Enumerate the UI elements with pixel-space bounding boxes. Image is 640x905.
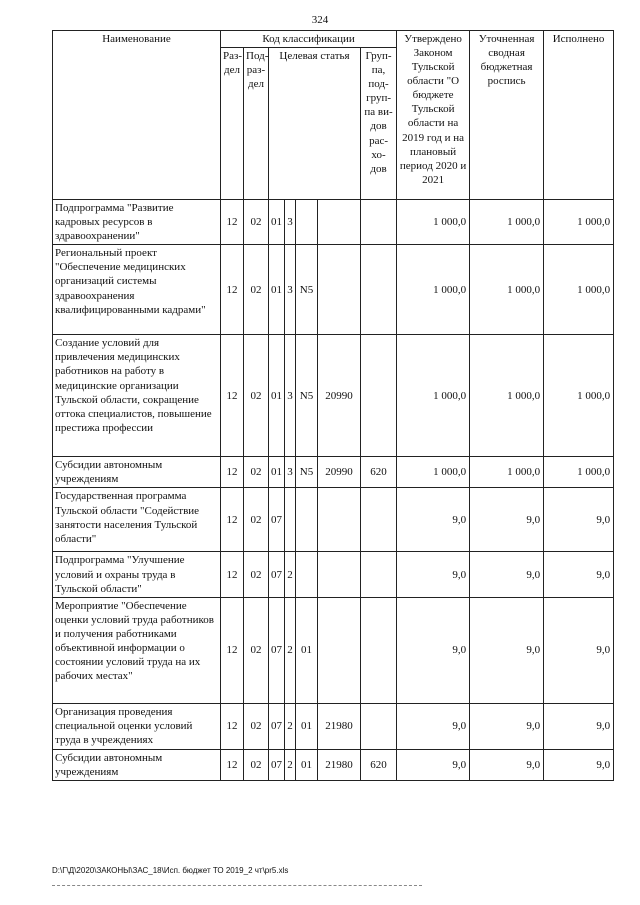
row-target-program: 07 [269,703,285,749]
row-target-direction: 21980 [318,749,361,780]
row-executed: 9,0 [544,703,614,749]
row-approved: 1 000,0 [397,335,470,457]
row-target-event [296,488,318,552]
footer-divider [52,885,422,886]
row-group [361,597,397,703]
row-executed: 9,0 [544,552,614,597]
row-podrazdel: 02 [244,488,269,552]
row-target-event: N5 [296,245,318,335]
row-target-subprogram: 2 [285,703,296,749]
row-razdel: 12 [221,552,244,597]
row-target-program: 07 [269,488,285,552]
row-name: Государственная программа Тульской области "Содействие занятости населения Тульской области" [53,488,221,552]
row-podrazdel: 02 [244,457,269,488]
row-group [361,703,397,749]
row-target-subprogram: 2 [285,552,296,597]
row-executed: 9,0 [544,488,614,552]
row-target-event: 01 [296,597,318,703]
header-podrazdel: Под- раз- дел [244,48,269,200]
row-refined: 9,0 [470,488,544,552]
row-target-program: 01 [269,457,285,488]
row-name: Субсидии автономным учреждениям [53,457,221,488]
row-executed: 9,0 [544,749,614,780]
row-approved: 9,0 [397,749,470,780]
row-target-direction [318,552,361,597]
row-name: Региональный проект "Обеспечение медицинских организаций системы здравоохранения квалифицированными кадрами" [53,245,221,335]
row-refined: 1 000,0 [470,245,544,335]
row-target-subprogram: 3 [285,245,296,335]
row-target-direction: 21980 [318,703,361,749]
row-target-program: 01 [269,245,285,335]
row-executed: 1 000,0 [544,335,614,457]
table-row [53,597,614,703]
row-razdel: 12 [221,335,244,457]
row-target-event [296,200,318,245]
row-podrazdel: 02 [244,749,269,780]
row-executed: 1 000,0 [544,200,614,245]
footer-file-path: D:\Г\Д\2020\ЗАКОНЫ\ЗАС_18\Исп. бюджет ТО 2019_2 чт\pr5.xls [52,866,289,875]
table-row [53,245,614,335]
row-refined: 9,0 [470,552,544,597]
row-name: Создание условий для привлечения медицинских работников на работу в медицинские организации Тульской области, сокращение оттока специалистов, повышение престижа профессии [53,335,221,457]
row-executed: 9,0 [544,597,614,703]
row-podrazdel: 02 [244,552,269,597]
header-code-group: Код классификации [221,31,397,48]
row-group [361,245,397,335]
row-target-program: 01 [269,200,285,245]
row-podrazdel: 02 [244,245,269,335]
row-target-event: N5 [296,457,318,488]
row-refined: 1 000,0 [470,335,544,457]
row-target-subprogram: 2 [285,749,296,780]
row-target-program: 07 [269,597,285,703]
row-target-direction [318,597,361,703]
row-refined: 1 000,0 [470,200,544,245]
row-razdel: 12 [221,488,244,552]
row-razdel: 12 [221,245,244,335]
row-podrazdel: 02 [244,335,269,457]
row-target-direction: 20990 [318,335,361,457]
table-row [53,335,614,457]
header-target: Целевая статья [269,48,361,200]
row-target-event [296,552,318,597]
row-refined: 9,0 [470,703,544,749]
budget-table [52,30,614,781]
row-name: Организация проведения специальной оценки условий труда в учреждениях [53,703,221,749]
row-razdel: 12 [221,457,244,488]
row-group [361,552,397,597]
row-approved: 9,0 [397,488,470,552]
header-razdel: Раз- дел [221,48,244,200]
header-executed: Исполнено [544,31,614,200]
row-target-program: 01 [269,335,285,457]
header-refined: Уточненная сводная бюджетная роспись [470,31,544,200]
row-target-direction [318,200,361,245]
row-refined: 1 000,0 [470,457,544,488]
row-podrazdel: 02 [244,597,269,703]
row-name: Субсидии автономным учреждениям [53,749,221,780]
row-target-direction: 20990 [318,457,361,488]
row-razdel: 12 [221,597,244,703]
row-group [361,488,397,552]
row-razdel: 12 [221,703,244,749]
row-target-subprogram: 3 [285,457,296,488]
row-approved: 1 000,0 [397,200,470,245]
table-row [53,552,614,597]
row-target-direction [318,245,361,335]
row-approved: 1 000,0 [397,457,470,488]
row-name: Подпрограмма "Улучшение условий и охраны труда в Тульской области" [53,552,221,597]
table-row [53,200,614,245]
row-name: Подпрограмма "Развитие кадровых ресурсов в здравоохранении" [53,200,221,245]
page-number: 324 [311,14,329,26]
row-refined: 9,0 [470,749,544,780]
row-target-event: N5 [296,335,318,457]
row-group: 620 [361,749,397,780]
row-approved: 1 000,0 [397,245,470,335]
row-approved: 9,0 [397,703,470,749]
row-razdel: 12 [221,749,244,780]
header-name: Наименование [53,31,221,200]
row-target-subprogram [285,488,296,552]
table-row [53,457,614,488]
row-target-program: 07 [269,749,285,780]
row-approved: 9,0 [397,597,470,703]
row-target-event: 01 [296,749,318,780]
row-target-subprogram: 3 [285,200,296,245]
row-target-event: 01 [296,703,318,749]
row-name: Мероприятие "Обеспечение оценки условий труда работников и получения работниками объективной информации о состоянии условий труда на их рабочих местах" [53,597,221,703]
row-executed: 1 000,0 [544,457,614,488]
header-approved: Утверждено Законом Тульской области "О бюджете Тульской области на 2019 год и на плановый период 2020 и 2021 [397,31,470,200]
table-row [53,703,614,749]
table-row [53,749,614,780]
row-target-direction [318,488,361,552]
row-refined: 9,0 [470,597,544,703]
row-razdel: 12 [221,200,244,245]
row-target-program: 07 [269,552,285,597]
row-executed: 1 000,0 [544,245,614,335]
header-group: Груп- па, под- груп- па ви- дов рас- хо- дов [361,48,397,200]
row-group [361,335,397,457]
table-row [53,488,614,552]
row-group: 620 [361,457,397,488]
row-group [361,200,397,245]
row-approved: 9,0 [397,552,470,597]
row-podrazdel: 02 [244,200,269,245]
row-podrazdel: 02 [244,703,269,749]
row-target-subprogram: 2 [285,597,296,703]
row-target-subprogram: 3 [285,335,296,457]
